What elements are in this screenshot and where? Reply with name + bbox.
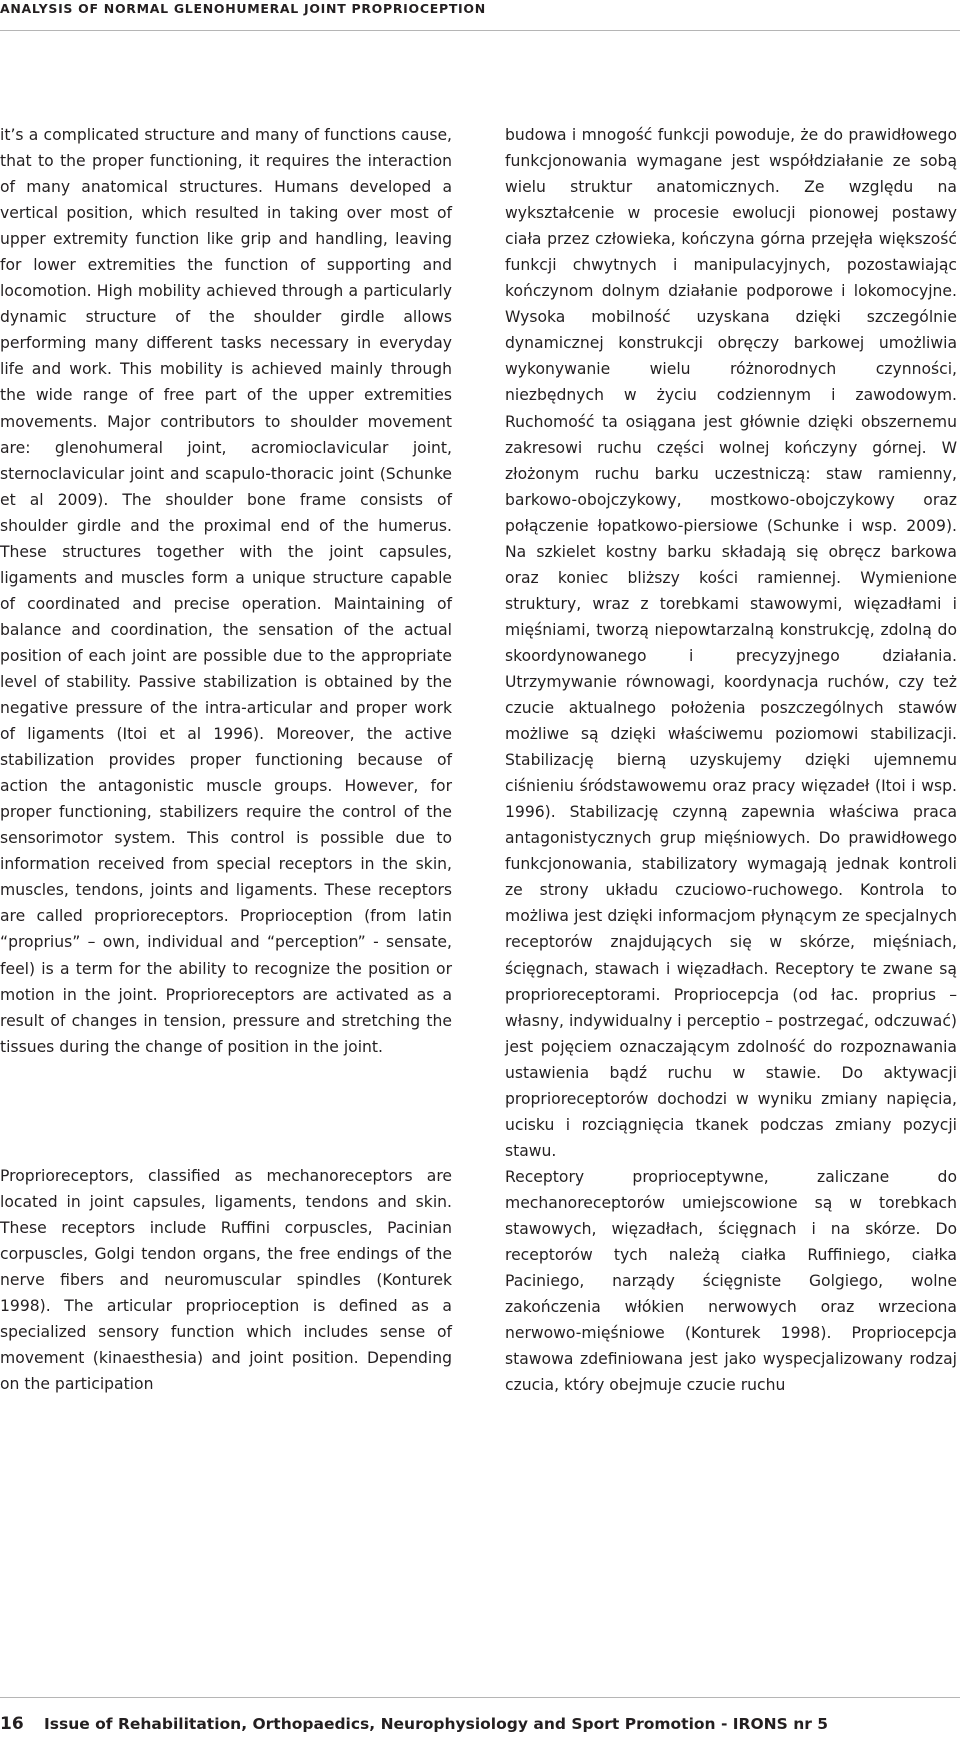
polish-paragraph-2: Receptory proprioceptywne, zaliczane do mechanoreceptorów umiejscowione są w torebkach stawowych, więzadłach, ścięgnach i na skórze. Do receptorów tych należą ciałka Ruffiniego, ciałka Paciniego, narządy ścięgniste Golgiego, wolne zakończenia włókien nerwowych oraz wrzeciona nerwowo-mięśniowe (Konturek 1998). Propriocepcja stawowa zdefiniowana jest jako wyspecjalizowany rodzaj czucia, który obejmuje czucie ruchu <box>505 1167 957 1395</box>
page-number: 16 <box>0 1714 24 1734</box>
running-header: ANALYSIS OF NORMAL GLENOHUMERAL JOINT PROPRIOCEPTION <box>0 1 486 16</box>
footer-divider <box>0 1697 960 1698</box>
polish-column <box>505 122 957 1398</box>
english-paragraph-2: Proprioreceptors, classified as mechanoreceptors are located in joint capsules, ligaments, tendons and skin. These receptors include Ruffini corpuscles, Pacinian corpuscles, Golgi tendon organs, the free endings of the nerve fibers and neuromuscular spindles (Konturek 1998). The articular proprioception is defined as a specialized sensory function which includes sense of movement (kinaesthesia) and joint position. Depending on the participation <box>0 1166 452 1394</box>
english-paragraph-1: it’s a complicated structure and many of functions cause, that to the proper functioning, it requires the interaction of many anatomical structures. Humans developed a vertical position, which resulted in taking over most of upper extremity function like grip and handling, leaving for lower extremities the function of supporting and locomotion. High mobility achieved through a particularly dynamic structure of the shoulder girdle allows performing many different tasks necessary in everyday life and work. This mobility is achieved mainly through the wide range of free part of the upper extremities movements. Major contributors to shoulder movement are: glenohumeral joint, acromioclavicular joint, sternoclavicular joint and scapulo-thoracic joint (Schunke et al 2009). The shoulder bone frame consists of shoulder girdle and the proximal end of the humerus. These structures together with the joint capsules, ligaments and muscles form a unique structure capable of coordinated and precise operation. Maintaining of balance and coordination, the sensation of the actual position of each joint are possible due to the appropriate level of stability. Passive stabilization is obtained by the negative pressure of the intra-articular and proper work of ligaments (Itoi et al 1996). Moreover, the active stabilization provides proper functioning because of action the antagonistic muscle groups. However, for proper functioning, stabilizers require the control of the sensorimotor system. This control is possible due to information received from special receptors in the skin, muscles, tendons, joints and ligaments. These receptors are called proprioreceptors. Proprioception (from latin “proprius” – own, individual and “perception” - sensate, feel) is a term for the ability to recognize the position or motion in the joint. Proprioreceptors are activated as a result of changes in tension, pressure and stretching the tissues during the change of position in the joint. <box>0 126 452 1056</box>
header-divider <box>0 30 960 31</box>
english-column <box>0 122 452 1397</box>
journal-title: Issue of Rehabilitation, Orthopaedics, Neurophysiology and Sport Promotion - IRONS nr 5 <box>44 1715 829 1733</box>
polish-paragraph-1: budowa i mnogość funkcji powoduje, że do prawidłowego funkcjonowania wymagane jest współdziałanie ze sobą wielu struktur anatomicznych. Ze względu na wykształcenie w procesie ewolucji pionowej postawy ciała przez człowieka, kończyna górna przejęła większość funkcji chwytnych i manipulacyjnych, pozostawiając kończynom dolnym działanie podporowe i lokomocyjne. Wysoka mobilność uzyskana dzięki szczególnie dynamicznej konstrukcji obręczy barkowej umożliwia wykonywanie wielu różnorodnych czynności, niezbędnych w życiu codziennym i zawodowym. Ruchomość ta osiągana jest głównie dzięki obszernemu zakresowi ruchu części wolnej kończyny górnej. W złożonym ruchu barku uczestniczą: staw ramienny, barkowo-obojczykowy, mostkowo-obojczykowy oraz połączenie łopatkowo-piersiowe (Schunke i wsp. 2009). Na szkielet kostny barku składają się obręcz barkowa oraz koniec bliższy kości ramiennej. Wymienione struktury, wraz z torebkami stawowymi, więzadłami i mięśniami, tworzą niepowtarzalną konstrukcję, zdolną do skoordynowanego i precyzyjnego działania. Utrzymywanie równowagi, koordynacja ruchów, czy też czucie aktualnego położenia poszczególnych stawów możliwe są dzięki właściwemu poziomowi stabilizacji. Stabilizację bierną uzyskujemy dzięki ujemnemu ciśnieniu śródstawowemu oraz pracy więzadeł (Itoi i wsp. 1996). Stabilizację czynną zapewnia właściwa praca antagonistycznych grup mięśniowych. Do prawidłowego funkcjonowania, stabilizatory wymagają jednak kontroli ze strony układu czuciowo-ruchowego. Kontrola to możliwa jest dzięki informacjom płynącym ze specjalnych receptorów znajdujących się w skórze, mięśniach, ścięgnach, stawach i więzadłach. Receptory te zwane są proprioreceptorami. Propriocepcja (od łac. proprius – własny, indywidualny i perceptio – postrzegać, odczuwać) jest pojęciem oznaczającym zdolność do rozpoznawania ustawienia bądź ruchu w stawie. Do aktywacji proprioreceptorów dochodzi w wyniku zmiany napięcia, ucisku i rozciągnięcia tkanek podczas zmiany pozycji stawu. <box>505 126 957 1160</box>
page-footer <box>0 1714 960 1734</box>
